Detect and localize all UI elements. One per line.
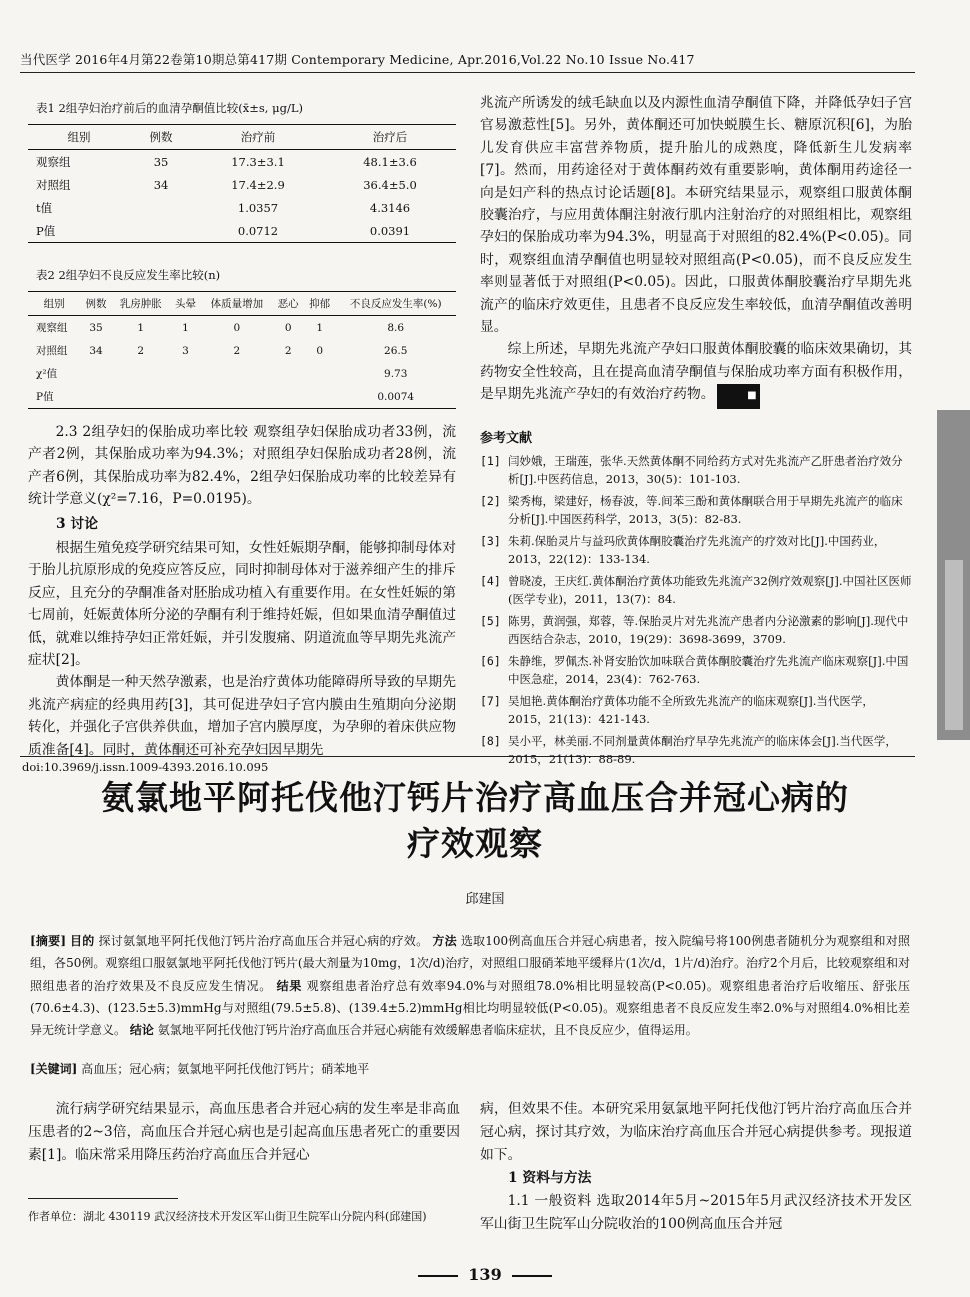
table-cell: 9.73 — [384, 367, 408, 380]
abstract-conclusion: 氨氯地平阿托伐他汀钙片治疗高血压合并冠心病能有效缓解患者临床症状，且不良反应少，值得运用。 — [157, 1023, 698, 1038]
abstract-label: [摘要] — [30, 934, 67, 948]
table2-header: 不良反应发生率(%) — [335, 292, 456, 316]
table-row — [28, 219, 456, 243]
list-item — [480, 452, 912, 489]
ref-number: [8] — [480, 733, 501, 748]
table-cell: 0 — [316, 344, 324, 357]
ref-text: 陈男，黄润强，郑蓉，等.保胎灵片对先兆流产患者内分泌激素的影响[J].现代中西医结合杂志，2010，19(29)：3698-3699，3709. — [508, 613, 909, 647]
right-column — [480, 92, 912, 772]
list-item — [480, 652, 912, 689]
table-cell: 8.6 — [387, 321, 405, 334]
table-cell: 2 — [233, 344, 241, 357]
table-cell — [201, 385, 272, 409]
ref-text: 吴小平，林美丽.不同剂量黄体酮治疗早孕先兆流产的临床体会[J].当代医学，2015，21(13)：88-89. — [508, 733, 897, 767]
abstract-result-label: 结果 — [276, 978, 303, 993]
list-item — [480, 692, 912, 729]
table-cell — [112, 385, 170, 409]
table-cell — [272, 385, 304, 409]
table-cell: 观察组 — [36, 322, 68, 334]
section-heading-methods: 1 资料与方法 — [508, 1170, 592, 1186]
ref-number: [7] — [480, 693, 501, 708]
side-thumb-tab-inner — [945, 560, 963, 730]
footnote-rule — [28, 1198, 178, 1199]
table-cell: 观察组 — [36, 154, 71, 169]
article-rule — [20, 756, 915, 757]
table-cell — [304, 362, 336, 385]
table-cell: P值 — [28, 219, 130, 243]
table-cell: 26.5 — [384, 344, 408, 357]
table-cell — [272, 362, 304, 385]
ref-text: 闫妙娥，王瑞莲，张华.天然黄体酮不同给药方式对先兆流产乙肝患者治疗效分析[J].中医药信息，2013，30(5)：101-103. — [508, 453, 903, 487]
keywords — [30, 1060, 910, 1077]
table-cell: 1.0357 — [237, 200, 279, 215]
table-cell: t值 — [36, 200, 53, 215]
ref-number: [5] — [480, 613, 501, 628]
table1-header: 例数 — [130, 125, 192, 150]
results-paragraph: 2.3 2组孕妇的保胎成功率比较 观察组孕妇保胎成功者33例，流产者2例，其保胎成功率为94.3%；对照组孕妇保胎成功者28例，流产者6例，其保胎成功率为82.4%，2组孕妇保胎成功率的比较差异有统计学意义(χ²=7.16，P=0.0195)。 — [28, 424, 456, 508]
ref-text: 朱莉.保胎灵片与益玛欣黄体酮胶囊治疗先兆流产的疗效对比[J].中国药业，2013，22(12)：133-134. — [508, 533, 886, 567]
table-cell — [201, 362, 272, 385]
table-cell: 0.0074 — [335, 385, 456, 409]
abstract — [30, 930, 910, 1041]
ref-number: [3] — [480, 533, 501, 548]
table-cell — [304, 385, 336, 409]
table-cell: χ²值 — [36, 368, 58, 380]
left-column — [28, 100, 456, 761]
table-row — [28, 173, 456, 196]
intro-paragraph: 流行病学研究结果显示，高血压患者合并冠心病的发生率是非高血压患者的2~3倍，高血压合并冠心病也是引起高血压患者死亡的重要因素[1]。临床常采用降压药治疗高血压合并冠心 — [28, 1101, 460, 1163]
table-cell: 0 — [233, 321, 241, 334]
page-number-text: 139 — [468, 1265, 502, 1284]
table-cell — [112, 362, 170, 385]
table2-header: 恶心 — [272, 292, 304, 316]
ref-number: [2] — [480, 493, 501, 508]
ref-number: [4] — [480, 573, 501, 588]
intro-paragraph: 病，但效果不佳。本研究采用氨氯地平阿托伐他汀钙片治疗高血压合并冠心病，探讨其疗效，为临床治疗高血压合并冠心病提供参考。现报道如下。 — [480, 1101, 912, 1163]
table-cell: 35 — [89, 321, 103, 334]
table-row — [28, 362, 456, 385]
table1-header: 治疗后 — [324, 125, 456, 150]
table-cell — [80, 385, 112, 409]
table-row — [28, 385, 456, 409]
article-title — [20, 775, 930, 867]
table-cell: 17.4±2.9 — [231, 177, 285, 192]
table2-header: 头晕 — [170, 292, 202, 316]
table-cell: 2 — [284, 344, 292, 357]
conclusion-paragraph — [480, 338, 912, 408]
table2-header: 乳房肿胀 — [112, 292, 170, 316]
table-cell: 35 — [153, 154, 169, 169]
end-mark-icon: ■ — [717, 384, 760, 408]
discussion-paragraph: 黄体酮是一种天然孕激素，也是治疗黄体功能障碍所导致的早期先兆流产病症的经典用药[3]，其可促进孕妇子宫内膜由生殖期向分泌期转化，并强化子宫供养供血，增加子宫内膜厚度，为孕卵的着床供应物质准备[4]。同时，黄体酮还可补充孕妇因早期先 — [28, 674, 456, 758]
table-cell: 1 — [137, 321, 145, 334]
table-cell — [170, 362, 202, 385]
table-cell: 对照组 — [36, 177, 71, 192]
table-cell: 0 — [284, 321, 292, 334]
article-title-line: 氨氯地平阿托伐他汀钙片治疗高血压合并冠心病的 — [101, 778, 849, 817]
ref-text: 曾晓凌，王庆红.黄体酮治疗黄体功能致先兆流产32例疗效观察[J].中国社区医师(医学专业)，2011，13(7)：84. — [508, 573, 912, 607]
author: 邱建国 — [465, 892, 505, 907]
table-cell: P值 — [28, 385, 80, 409]
table-row — [28, 150, 456, 174]
table-cell: 34 — [153, 177, 169, 192]
table-cell: 1 — [316, 321, 324, 334]
table-row — [28, 339, 456, 362]
table-cell — [80, 362, 112, 385]
table2-header: 体质量增加 — [201, 292, 272, 316]
reference-list — [480, 452, 912, 769]
article-title-line: 疗效观察 — [407, 824, 543, 863]
table2 — [28, 291, 456, 409]
discussion-paragraph: 兆流产所诱发的绒毛缺血以及内源性血清孕酮值下降，并降低孕妇子宫官易激惹性[5]。另外，黄体酮还可加快蜕膜生长、糖原沉积[6]，为胎儿发育供应丰富营养物质，提升胎儿的成熟度，降低新生儿发病率[7]。然而，用药途径对于黄体酮药效有重要影响，黄体酮用药途径一向是妇产科的热点讨论话题[8]。本研究结果显示，观察组口服黄体酮胶囊治疗，与应用黄体酮注射液行肌内注射治疗的对照组相比，观察组孕妇的保胎成功率为94.3%，明显高于对照组的82.4%(P<0.05)。同时，观察组血清孕酮值也明显较对照组高(P<0.05)，而不良反应发生率则显著低于对照组(P<0.05)。因此，口服黄体酮胶囊治疗早期先兆流产的临床疗效更佳，且患者不良反应发生率较低，血清孕酮值改善明显。 — [480, 95, 912, 336]
abstract-method: 选取100例高血压合并冠心病患者，按入院编号将100例患者随机分为观察组和对照组，各50例。观察组口服氨氯地平阿托伐他汀钙片(最大剂量为10mg，1次/d)治疗，对照组口服硝苯地平缓释片(1次/d，1片/d)治疗。治疗2个月后，比较观察组和对照组患者的治疗效果及不良反应发生情况。 — [30, 934, 910, 993]
table-cell: 2 — [137, 344, 145, 357]
abstract-conclusion-label: 结论 — [129, 1023, 154, 1038]
table-cell — [130, 196, 192, 219]
table1 — [28, 124, 456, 243]
ref-text: 梁秀梅，梁建好，杨春波，等.间苯三酚和黄体酮联合用于早期先兆流产的临床分析[J].中国医药科学，2013，3(5)：82-83. — [508, 493, 903, 527]
intro-right-column — [480, 1098, 912, 1236]
table-cell: 0.0712 — [192, 219, 324, 243]
ref-text: 吴旭艳.黄体酮治疗黄体功能不全所致先兆流产的临床观察[J].当代医学，2015，21(13)：421-143. — [508, 693, 874, 727]
list-item — [480, 572, 912, 609]
table-row — [28, 196, 456, 219]
page-number-dash — [512, 1275, 552, 1277]
side-thumb-tab — [937, 410, 970, 740]
table2-caption: 表2 2组孕妇不良反应发生率比较(n) — [36, 268, 221, 282]
right-body-text — [480, 92, 912, 409]
ref-text: 朱静维，罗佩杰.补肾安胎饮加味联合黄体酮胶囊治疗先兆流产临床观察[J].中国中医急症，2014，23(4)：762-763. — [508, 653, 909, 687]
subsection-general-data: 1.1 一般资料 选取2014年5月~2015年5月武汉经济技术开发区军山街卫生院军山分院收治的100例高血压合并冠 — [480, 1193, 912, 1232]
table-cell: 4.3146 — [369, 200, 411, 215]
intro-left-column — [28, 1098, 460, 1167]
table-cell: 3 — [182, 344, 189, 357]
keywords-label: [关键词] — [30, 1062, 78, 1076]
table2-header: 抑郁 — [304, 292, 336, 316]
doi: doi:10.3969/j.issn.1009-4393.2016.10.095 — [22, 760, 269, 774]
author-affiliation-footnote: 作者单位：湖北 430119 武汉经济技术开发区军山街卫生院军山分院内科(邱建国) — [28, 1210, 427, 1223]
table-cell — [130, 219, 192, 243]
abstract-method-label: 方法 — [432, 934, 457, 948]
table-cell: 17.3±3.1 — [231, 154, 285, 169]
table-cell: 36.4±5.0 — [363, 177, 417, 192]
keywords-text: 高血压；冠心病；氨氯地平阿托伐他汀钙片；硝苯地平 — [81, 1062, 370, 1076]
abstract-result: 观察组患者治疗总有效率94.0%与对照组78.0%相比明显较高(P<0.05)。观察组患者治疗后收缩压、舒张压(70.6±4.3)、(123.5±5.3)mmHg与对照组(79.5±5.8)、(139.4±5.2)mmHg相比均明显较低(P<0.05)。观察组患者不良反应发生率2.0%与对照组4.0%相比差异无统计学意义。 — [30, 978, 910, 1038]
ref-number: [1] — [480, 453, 501, 468]
list-item — [480, 612, 912, 649]
page-number-dash — [418, 1275, 458, 1277]
table-cell: 1 — [182, 321, 189, 334]
list-item — [480, 492, 912, 529]
left-body-text — [28, 421, 456, 761]
table1-header: 组别 — [28, 125, 130, 150]
abstract-aim-label: 目的 — [70, 934, 95, 948]
table1-header: 治疗前 — [192, 125, 324, 150]
table-cell — [170, 385, 202, 409]
abstract-aim: 探讨氨氯地平阿托伐他汀钙片治疗高血压合并冠心病的疗效。 — [98, 934, 429, 948]
table2-header: 例数 — [80, 292, 112, 316]
table2-header: 组别 — [28, 292, 80, 316]
references-heading: 参考文献 — [480, 430, 533, 446]
running-head: 当代医学 2016年4月第22卷第10期总第417期 Contemporary Medicine, Apr.2016,Vol.22 No.10 Issue No.417 — [20, 52, 695, 67]
table-cell: 48.1±3.6 — [363, 154, 417, 169]
table1-caption: 表1 2组孕妇治疗前后的血清孕酮值比较(x̄±s, μg/L) — [36, 101, 303, 115]
table-row — [28, 316, 456, 340]
table-cell: 34 — [89, 344, 103, 357]
page-number — [0, 1265, 970, 1284]
discussion-paragraph: 根据生殖免疫学研究结果可知，女性妊娠期孕酮，能够抑制母体对于胎儿抗原形成的免疫应答反应，同时抑制母体对于滋养细产生的排斥反应，且充分的孕酮准备对胚胎成功植入有重要作用。在女性妊娠的第七周前，妊娠黄体所分泌的孕酮有利于维持妊娠，但如果血清孕酮值过低，就难以维持孕妇正常妊娠，并引发腹痛、阴道流血等早期先兆流产症状[2]。 — [28, 540, 456, 669]
list-item — [480, 532, 912, 569]
section-heading-discussion: 3 讨论 — [56, 515, 98, 532]
table-cell: 0.0391 — [324, 219, 456, 243]
table-cell: 对照组 — [36, 345, 68, 357]
ref-number: [6] — [480, 653, 501, 668]
conclusion-text: 综上所述，早期先兆流产孕妇口服黄体酮胶囊的临床效果确切，其药物安全性较高，且在提高血清孕酮值与保胎成功率方面有积极作用，是早期先兆流产孕妇的有效治疗药物。 — [480, 341, 912, 403]
header-rule — [20, 72, 915, 73]
list-item — [480, 732, 912, 769]
